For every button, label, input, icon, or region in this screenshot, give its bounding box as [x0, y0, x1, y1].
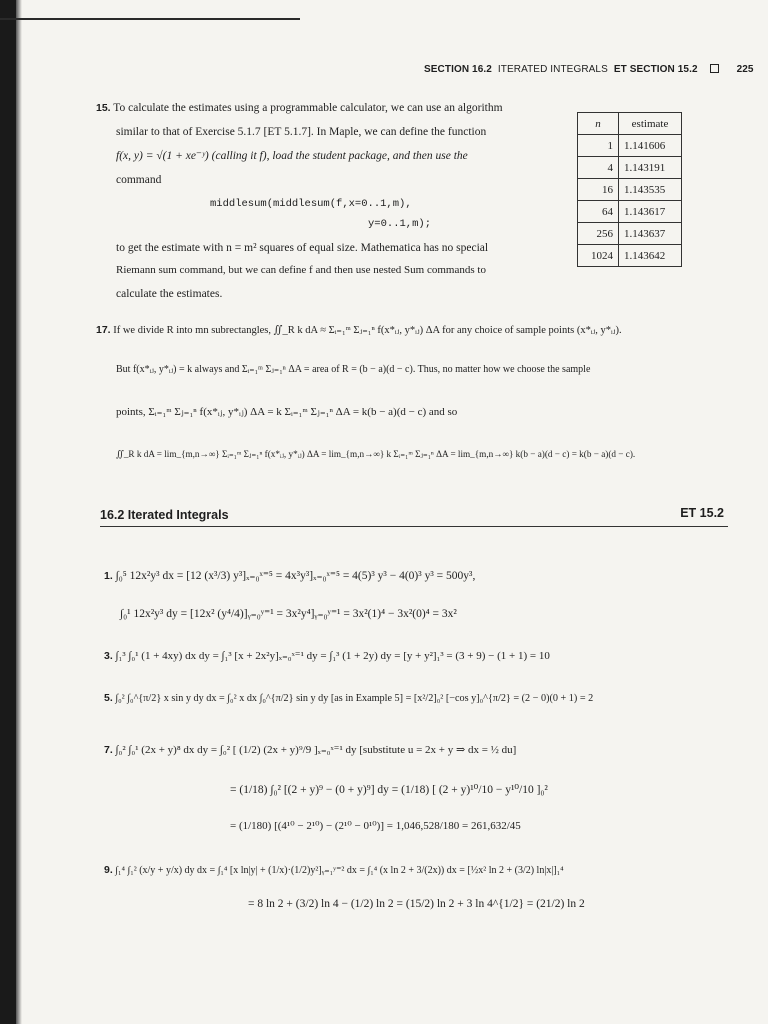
problem-9-line-1: ∫₁⁴ ∫₁² (x/y + y/x) dy dx = ∫₁⁴ [x ln|y| + (1/x)·(1/2)y²]ᵧ₌₁ʸ⁼² dx = ∫₁⁴ (x ln 2 + 3/(2x)) dx = [½x² ln 2 + (3/2) ln|x|]₁⁴	[115, 865, 564, 876]
maple-code-line-2: y=0..1,m);	[368, 218, 432, 230]
problem-number: 1.	[104, 570, 113, 582]
cell-estimate: 1.143617	[619, 201, 682, 223]
cell-estimate: 1.143642	[619, 245, 682, 267]
problem-1	[104, 568, 475, 584]
problem-1-line-2: ∫₀¹ 12x²y³ dy = [12x² (y⁴/4)]ᵧ₌₀ʸ⁼¹ = 3x²y⁴]ᵧ₌₀ʸ⁼¹ = 3x²(1)⁴ − 3x²(0)⁴ = 3x²	[120, 608, 457, 620]
problem-15-line-4: command	[116, 174, 162, 186]
problem-3-line-1: ∫₁³ ∫₀¹ (1 + 4xy) dx dy = ∫₁³ [x + 2x²y]ₓ₌₀ˣ⁼¹ dy = ∫₁³ (1 + 2y) dy = [y + y²]₁³ = (3 + 9) − (1 + 1) = 10	[115, 650, 550, 662]
problem-9	[104, 862, 564, 879]
problem-9-line-2: = 8 ln 2 + (3/2) ln 4 − (1/2) ln 2 = (15/2) ln 2 + 3 ln 4^{1/2} = (21/2) ln 2	[248, 898, 585, 910]
header-title: ITERATED INTEGRALS	[497, 64, 608, 75]
problem-15-line-7: calculate the estimates.	[116, 288, 223, 300]
book-spine-shadow	[0, 0, 16, 1024]
table-row	[578, 179, 682, 201]
cell-n: 4	[578, 157, 619, 179]
problem-number: 7.	[104, 744, 113, 756]
section-heading-bar	[100, 502, 728, 528]
problem-17-line-1: If we divide R into mn subrectangles, ∬_R k dA ≈ Σᵢ₌₁ᵐ Σⱼ₌₁ⁿ f(x*ᵢⱼ, y*ᵢⱼ) ΔA for any choice of sample points (x*ᵢⱼ, y*ᵢⱼ).	[113, 325, 622, 336]
problem-7-line-2: = (1/18) ∫₀² [(2 + y)⁹ − (0 + y)⁹] dy = (1/18) [ (2 + y)¹⁰/10 − y¹⁰/10 ]₀²	[230, 784, 548, 796]
page-number: 225	[736, 64, 754, 75]
problem-15-line-1: To calculate the estimates using a programmable calculator, we can use an algorithm	[113, 102, 503, 114]
problem-17-line-4: ∬_R k dA = lim_{m,n→∞} Σᵢ₌₁ᵐ Σⱼ₌₁ⁿ f(x*ᵢⱼ, y*ᵢⱼ) ΔA = lim_{m,n→∞} k Σᵢ₌₁ᵐ Σⱼ₌₁ⁿ ΔA = lim_{m,n→∞} k(b − a)(d − c) = k(b − a)(d − c).	[116, 449, 636, 459]
cell-n: 1	[578, 135, 619, 157]
problem-17-line-2: But f(x*ᵢⱼ, y*ᵢⱼ) = k always and Σᵢ₌₁ᵐ Σⱼ₌₁ⁿ ΔA = area of R = (b − a)(d − c). Thus, no matter how we choose the sample	[116, 364, 591, 375]
estimate-table	[577, 112, 682, 267]
cell-estimate: 1.143535	[619, 179, 682, 201]
table-header-row	[578, 113, 682, 135]
problem-7-line-1: ∫₀² ∫₀¹ (2x + y)⁸ dx dy = ∫₀² [ (1/2) (2x + y)⁹/9 ]ₓ₌₀ˣ⁼¹ dy [substitute u = 2x + y ⇒ dx = ½ du]	[115, 744, 517, 756]
table-header-estimate: estimate	[619, 113, 682, 135]
problem-1-line-1: ∫₀⁵ 12x²y³ dx = [12 (x³/3) y³]ₓ₌₀ˣ⁼⁵ = 4x³y³]ₓ₌₀ˣ⁼⁵ = 4(5)³ y³ − 4(0)³ y³ = 500y³,	[115, 570, 476, 582]
problem-5-line-1: ∫₀² ∫₀^{π/2} x sin y dy dx = ∫₀² x dx ∫₀^{π/2} sin y dy [as in Example 5] = [x²/2]₀² [−cos y]₀^{π/2} = (2 − 0)(0 + 1) = 2	[115, 693, 594, 704]
problem-7-line-3: = (1/180) [(4¹⁰ − 2¹⁰) − (2¹⁰ − 0¹⁰)] = 1,046,528/180 = 261,632/45	[230, 820, 521, 832]
table-row	[578, 245, 682, 267]
problem-number: 9.	[104, 864, 113, 876]
section-et-label: ET 15.2	[680, 506, 724, 520]
spine-gradient	[16, 0, 22, 1024]
problem-15-line-6: Riemann sum command, but we can define f and then use nested Sum commands to	[116, 264, 486, 276]
problem-15	[96, 100, 503, 116]
cell-n: 256	[578, 223, 619, 245]
section-title: 16.2 Iterated Integrals	[100, 508, 229, 522]
problem-number: 17.	[96, 324, 111, 336]
problem-number: 5.	[104, 692, 113, 704]
problem-15-line-3: f(x, y) = √(1 + xe⁻ʸ) (calling it f), load the student package, and then use the	[116, 150, 468, 162]
problem-15-line-2: similar to that of Exercise 5.1.7 [ET 5.1.7]. In Maple, we can define the function	[116, 126, 487, 138]
cell-n: 64	[578, 201, 619, 223]
problem-number: 3.	[104, 650, 113, 662]
checkbox-square-icon	[710, 64, 719, 73]
cell-estimate: 1.143191	[619, 157, 682, 179]
cell-n: 16	[578, 179, 619, 201]
section-rule	[100, 526, 728, 527]
table-row	[578, 157, 682, 179]
problem-7	[104, 742, 516, 758]
cell-estimate: 1.143637	[619, 223, 682, 245]
table-header-n: n	[578, 113, 619, 135]
problem-15-line-5: to get the estimate with n = m² squares of equal size. Mathematica has no special	[116, 242, 489, 254]
table-row	[578, 223, 682, 245]
maple-code-line-1: middlesum(middlesum(f,x=0..1,m),	[210, 198, 412, 210]
table-row	[578, 201, 682, 223]
cell-estimate: 1.141606	[619, 135, 682, 157]
header-section: SECTION 16.2	[424, 64, 492, 75]
table-row	[578, 135, 682, 157]
header-et-section: ET SECTION 15.2	[613, 64, 698, 75]
top-rule	[0, 18, 300, 20]
problem-17-line-3: points, Σᵢ₌₁ᵐ Σⱼ₌₁ⁿ f(x*ᵢⱼ, y*ᵢⱼ) ΔA = k Σᵢ₌₁ᵐ Σⱼ₌₁ⁿ ΔA = k(b − a)(d − c) and so	[116, 406, 458, 418]
problem-17	[96, 322, 622, 339]
problem-number: 15.	[96, 102, 111, 114]
running-header	[424, 64, 754, 75]
cell-n: 1024	[578, 245, 619, 267]
problem-3	[104, 648, 550, 664]
problem-5	[104, 690, 593, 707]
